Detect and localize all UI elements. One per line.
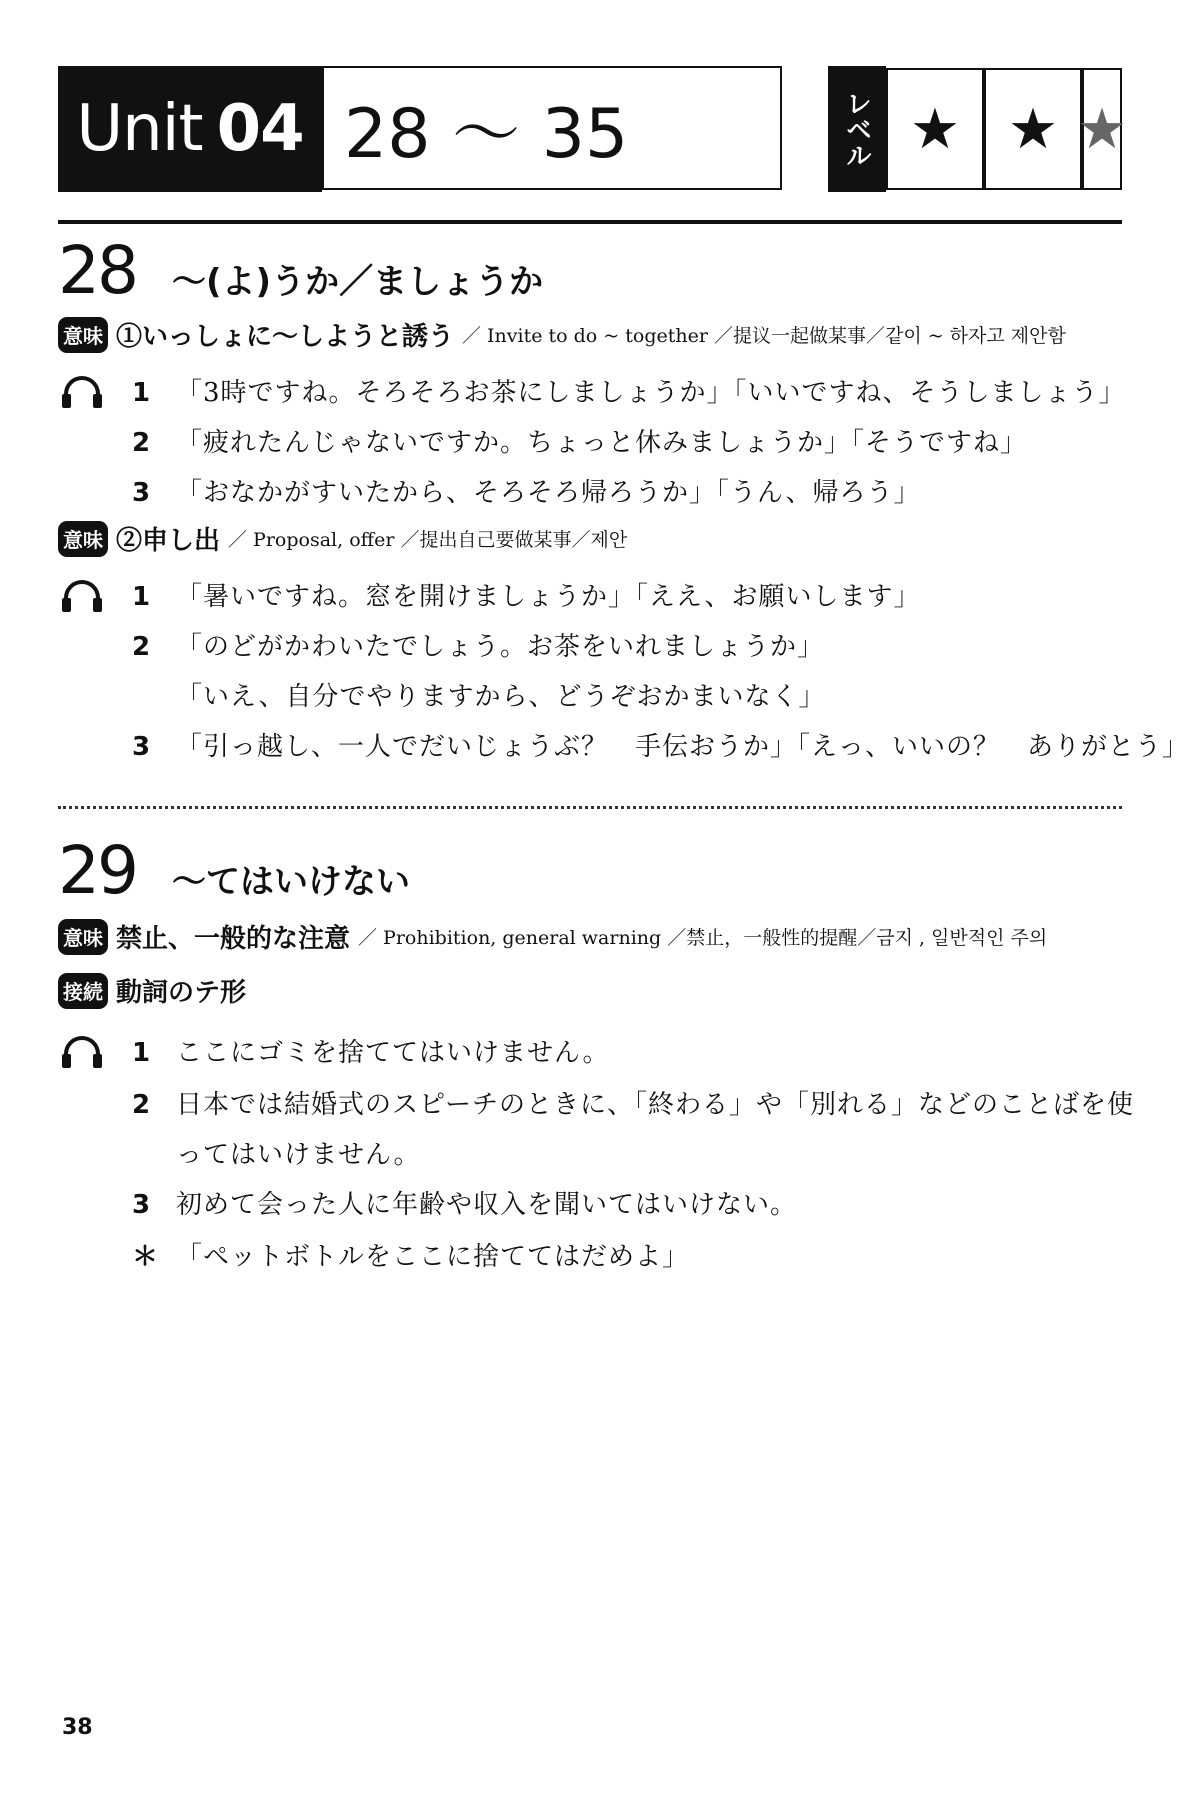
- example-sentence: [132, 422, 1027, 459]
- example-text: 初めて会った人に年齢や収入を聞いてはいけない。: [176, 1190, 798, 1220]
- meaning-badge: 意味: [58, 317, 108, 353]
- example-sentence: [132, 626, 824, 663]
- example-number: 3: [132, 478, 151, 508]
- header-rule: [58, 220, 1122, 224]
- meaning-row-1: [58, 316, 1066, 353]
- section-number: 29: [58, 832, 136, 909]
- meaning-japanese: ①いっしょに～しようと誘う: [116, 322, 455, 352]
- example-text: 日本では結婚式のスピーチのときに、「終わる」や「別れる」などのことばを使: [176, 1090, 1134, 1120]
- example-sentence: [132, 1032, 610, 1069]
- example-sentence: [132, 472, 921, 509]
- headphones-icon[interactable]: [60, 578, 104, 614]
- unit-label: Unit: [76, 92, 203, 166]
- example-number: 1: [132, 1038, 151, 1068]
- meaning-japanese: 禁止、一般的な注意: [116, 924, 351, 954]
- level-star-icon: ★: [886, 68, 984, 190]
- level-star-half-icon: ★: [1082, 68, 1122, 190]
- meaning-translation: ／ Invite to do ~ together ／提议一起做某事／같이 ~ 하자고 제안함: [462, 325, 1066, 347]
- unit-badge: [58, 66, 322, 192]
- unit-range: 28 ～ 35: [322, 66, 782, 190]
- example-sentence: [132, 1084, 1134, 1121]
- connection-badge: 接続: [58, 973, 108, 1009]
- page-number: 38: [62, 1715, 93, 1740]
- meaning-row-2: [58, 520, 627, 557]
- example-number: 3: [132, 1190, 151, 1220]
- example-text: ここにゴミを捨ててはいけません。: [176, 1038, 610, 1068]
- example-continuation: ってはいけません。: [176, 1140, 421, 1170]
- connection-text: 動詞のテ形: [116, 978, 247, 1008]
- grammar-pattern: ～(よ)うか／ましょうか: [172, 262, 544, 302]
- section-number: 28: [58, 232, 136, 309]
- meaning-badge: 意味: [58, 919, 108, 955]
- example-number: 2: [132, 428, 151, 458]
- section-29-title: [58, 832, 410, 909]
- meaning-row: [58, 918, 1047, 955]
- example-sentence: [132, 372, 1126, 409]
- example-text: 「暑いですね。窓を開けましょうか」「ええ、お願いします」: [176, 582, 921, 612]
- unit-number: 04: [216, 92, 304, 166]
- section-28-title: [58, 232, 543, 309]
- example-number: 2: [132, 1090, 151, 1120]
- example-text: 「引っ越し、一人でだいじょうぶ？ 手伝おうか」「えっ、いいの？ ありがとう」: [176, 732, 1189, 762]
- level-star-icon: ★: [984, 68, 1082, 190]
- example-sentence: [132, 1236, 689, 1273]
- unit-header: [58, 66, 1128, 194]
- example-text: 「おなかがすいたから、そろそろ帰ろうか」「うん、帰ろう」: [176, 478, 921, 508]
- meaning-badge: 意味: [58, 521, 108, 557]
- example-text: 「ペットボトルをここに捨ててはだめよ」: [176, 1242, 690, 1272]
- example-sentence: [132, 576, 921, 613]
- example-number: 3: [132, 732, 151, 762]
- grammar-pattern: ～てはいけない: [172, 862, 410, 902]
- section-divider: [58, 806, 1122, 809]
- meaning-translation: ／ Proposal, offer ／提出自己要做某事／제안: [228, 529, 628, 551]
- meaning-translation: ／ Prohibition, general warning ／禁止，一般性的提醒／금지 , 일반적인 주의: [358, 927, 1048, 949]
- example-number: 2: [132, 632, 151, 662]
- headphones-icon[interactable]: [60, 374, 104, 410]
- example-sentence: [132, 726, 1189, 763]
- example-number: ＊: [132, 1242, 159, 1272]
- connection-row: [58, 972, 246, 1009]
- headphones-icon[interactable]: [60, 1034, 104, 1070]
- example-text: 「疲れたんじゃないですか。ちょっと休みましょうか」「そうですね」: [176, 428, 1028, 458]
- meaning-japanese: ②申し出: [116, 526, 221, 556]
- example-text: 「3時ですね。そろそろお茶にしましょうか」「いいですね、そうしましょう」: [176, 378, 1126, 408]
- example-number: 1: [132, 378, 151, 408]
- example-number: 1: [132, 582, 151, 612]
- example-sentence: [132, 1184, 797, 1221]
- example-continuation: 「いえ、自分でやりますから、どうぞおかまいなく」: [176, 682, 826, 712]
- level-label: レベル: [828, 66, 886, 192]
- example-text: 「のどがかわいたでしょう。お茶をいれましょうか」: [176, 632, 825, 662]
